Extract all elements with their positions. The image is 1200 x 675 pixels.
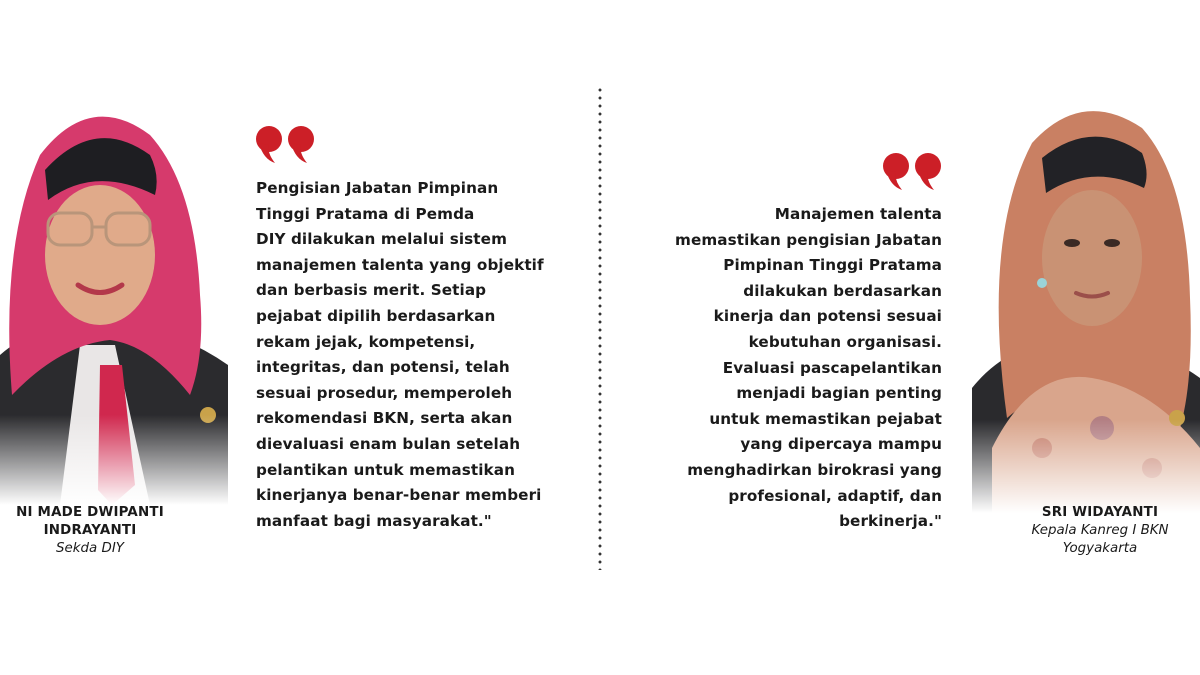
person-role-left: Sekda DIY xyxy=(56,541,124,556)
right-testimonial xyxy=(602,0,1200,675)
quote-text-left: Pengisian Jabatan Pimpinan Tinggi Pratama di Pemda DIY dilakukan melalui sistem manajemen talenta yang objektif dan berbasis merit. Setiap pejabat dipilih berdasarkan rekam jejak, kompetensi, integritas, dan potensi, telah sesuai prosedur, memperoleh rekomendasi BKN, serta akan dievaluasi enam bulan setelah pelantikan untuk memastikan kinerjanya benar-benar memberi manfaat bagi masyarakat." xyxy=(256,179,544,530)
person-name-right: SRI WIDAYANTI xyxy=(1041,505,1159,520)
quote-open-icon xyxy=(882,152,944,192)
caption-left xyxy=(0,504,180,558)
portrait-right xyxy=(972,88,1200,513)
person-role-right: Kepala Kanreg I BKN Yogyakarta xyxy=(1031,523,1169,556)
person-name-left: NI MADE DWIPANTI INDRAYANTI xyxy=(16,505,164,538)
portrait-left xyxy=(0,95,228,505)
quote-open-icon xyxy=(255,125,317,165)
left-testimonial xyxy=(0,0,598,675)
quote-text-right: Manajemen talenta memastikan pengisian Jabatan Pimpinan Tinggi Pratama dilakukan berdasarkan kinerja dan potensi sesuai kebutuhan organisasi. Evaluasi pascapelantikan menjadi bagian penting untuk memastikan pejabat yang dipercaya mampu menghadirkan birokrasi yang profesional, adaptif, dan berkinerja." xyxy=(675,205,942,531)
caption-right xyxy=(1000,504,1200,558)
